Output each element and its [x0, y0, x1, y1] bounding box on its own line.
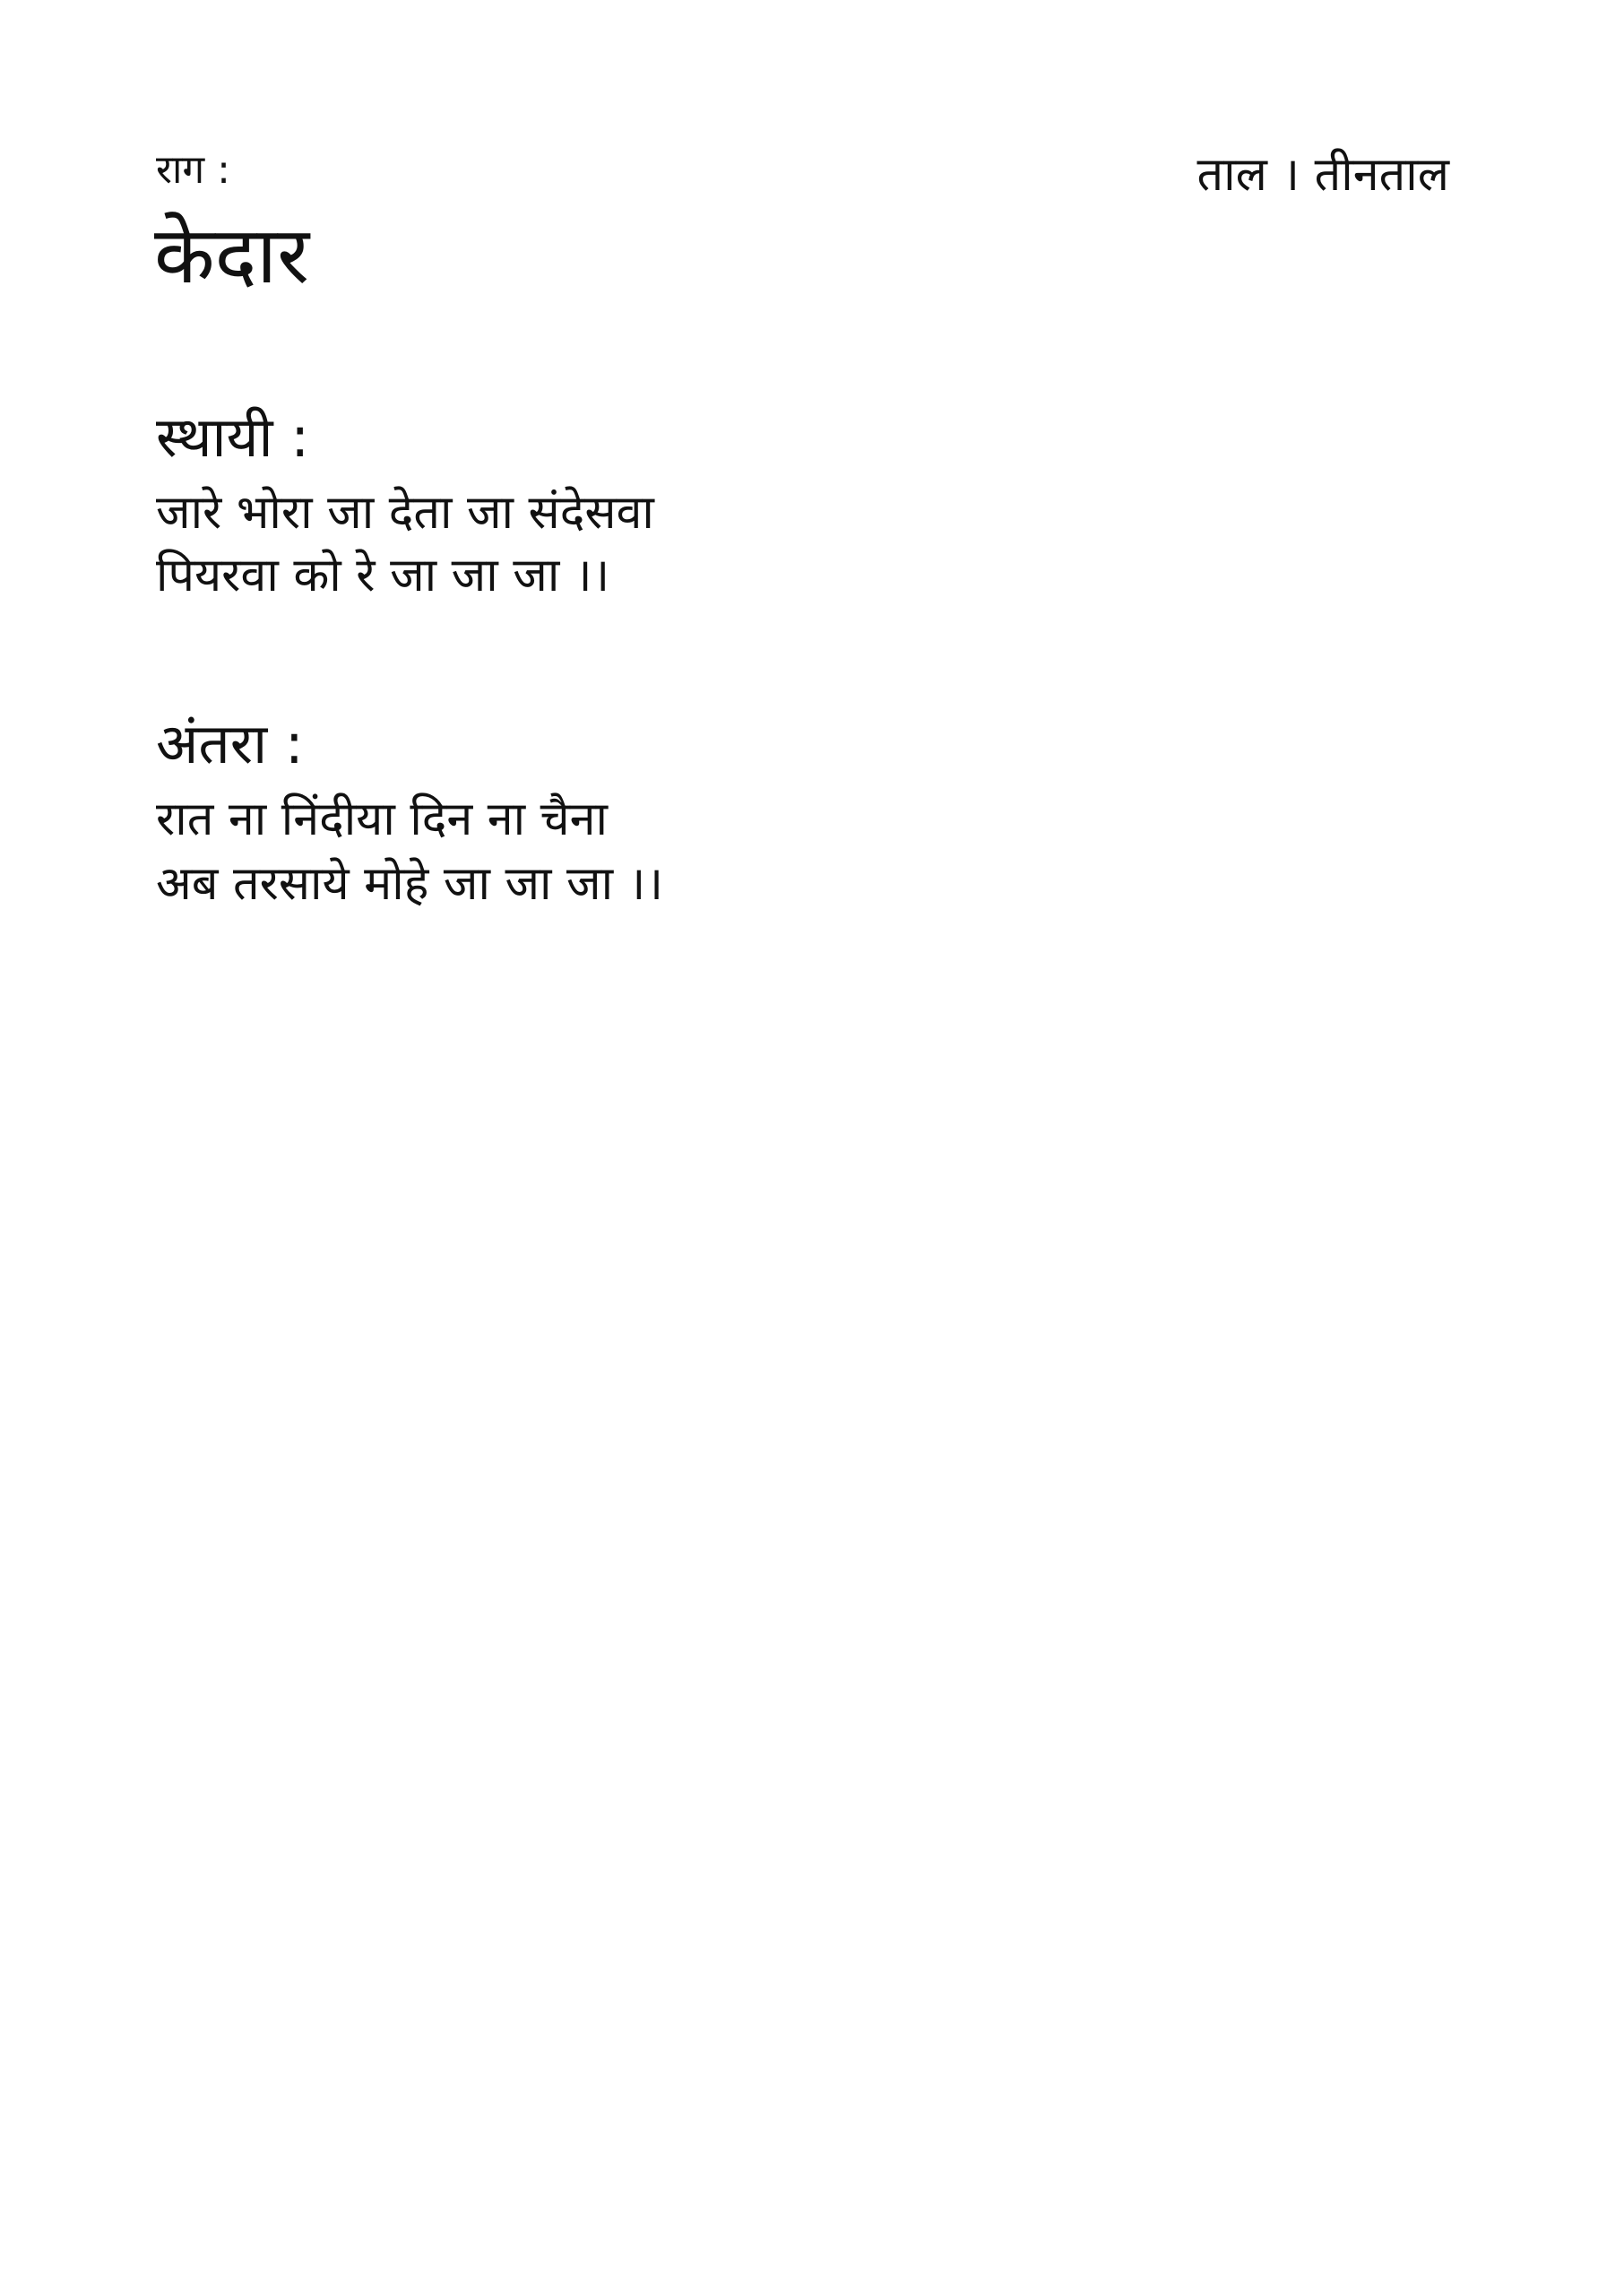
- antara-line: रात ना निंदीया दिन ना चैना: [156, 792, 609, 846]
- antara-line: अब तरसाये मोहे जा जा जा ।।: [156, 857, 664, 911]
- raag-name: केदार: [154, 209, 310, 301]
- antara-heading: अंतरा :: [156, 711, 304, 776]
- sthayi-heading: स्थायी :: [156, 404, 310, 470]
- raag-label: राग :: [156, 147, 230, 193]
- sthayi-line: जारे भोरा जा देता जा संदेसवा: [156, 486, 654, 540]
- taal-label: ताल । तीनताल: [1196, 148, 1449, 202]
- sthayi-line: पियरवा को रे जा जा जा ।।: [156, 549, 610, 602]
